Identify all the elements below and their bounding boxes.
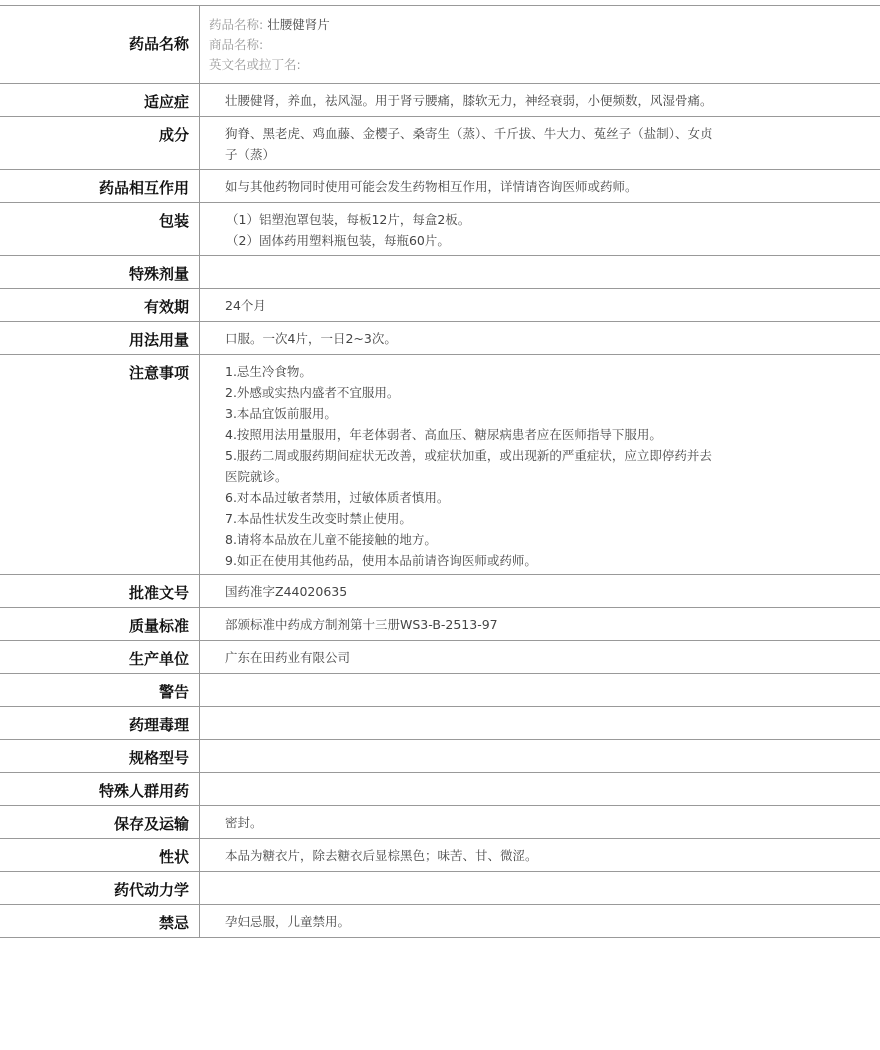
drug-name-line [209,15,880,35]
row-description [0,839,880,872]
packaging-line: （2）固体药用塑料瓶包装，每瓶60片。 [226,233,450,248]
row-value: 部颁标准中药成方制剂第十三册WS3-B-2513-97 [225,617,498,632]
row-value [200,707,880,739]
english-name-label: 英文名或拉丁名: [209,57,301,72]
row-label: 警告 [0,674,200,706]
trade-name-label: 商品名称: [209,37,264,52]
precaution-item: 1.忌生冷食物。 [225,364,312,379]
row-label: 禁忌 [0,905,200,937]
row-value: 国药准字Z44020635 [225,584,348,599]
packaging-line: （1）铝塑泡罩包装，每板12片，每盒2板。 [226,212,471,227]
row-value: 广东在田药业有限公司 [225,650,351,665]
row-label: 药代动力学 [0,872,200,904]
row-ingredients [0,117,880,170]
row-value [200,872,880,904]
row-standard [0,608,880,641]
row-value: 孕妇忌服，儿童禁用。 [225,914,351,929]
precaution-item: 4.按照用法用量服用，年老体弱者、高血压、糖尿病患者应在医师指导下服用。 [225,427,662,442]
row-value [200,773,880,805]
row-label: 包装 [0,203,200,255]
row-manufacturer [0,641,880,674]
row-value: 壮腰健肾，养血，祛风湿。用于肾亏腰痛，膝软无力，神经衰弱，小便频数，风湿骨痛。 [225,93,713,108]
row-label: 适应症 [0,84,200,116]
precaution-item: 6.对本品过敏者禁用，过敏体质者慎用。 [225,490,450,505]
row-label: 药品名称 [0,6,200,83]
row-label: 质量标准 [0,608,200,640]
precaution-item: 医院就诊。 [225,469,288,484]
row-label: 成分 [0,117,200,169]
row-value: 口服。一次4片，一日2~3次。 [225,331,397,346]
drug-name-value: 壮腰健肾片 [267,17,330,32]
row-label: 性状 [0,839,200,871]
row-label: 生产单位 [0,641,200,673]
row-validity [0,289,880,322]
row-usage [0,322,880,355]
precaution-item: 3.本品宜饭前服用。 [225,406,337,421]
ingredients-line: 子（蒸） [225,147,276,162]
row-label: 特殊人群用药 [0,773,200,805]
row-label: 特殊剂量 [0,256,200,288]
row-value: 密封。 [225,815,263,830]
row-storage [0,806,880,839]
row-warning [0,674,880,707]
ingredients-line: 狗脊、黑老虎、鸡血藤、金樱子、桑寄生（蒸）、千斤拔、牛大力、菟丝子（盐制）、女贞 [225,126,713,141]
row-specification [0,740,880,773]
precaution-item: 8.请将本品放在儿童不能接触的地方。 [225,532,437,547]
row-value [200,256,880,288]
row-special-groups [0,773,880,806]
precaution-item: 2.外感或实热内盛者不宜服用。 [225,385,400,400]
row-special-dosage [0,256,880,289]
row-label: 注意事项 [0,355,200,574]
row-value [200,674,880,706]
drug-name-label: 药品名称: [209,17,264,32]
row-label: 有效期 [0,289,200,321]
row-label: 规格型号 [0,740,200,772]
row-packaging [0,203,880,256]
row-drug-name [0,6,880,84]
row-label: 用法用量 [0,322,200,354]
row-pharmacology [0,707,880,740]
row-label: 批准文号 [0,575,200,607]
precaution-item: 5.服药二周或服药期间症状无改善，或症状加重，或出现新的严重症状，应立即停药并去 [225,448,712,463]
row-contraindications [0,905,880,938]
row-interactions [0,170,880,203]
row-value: 如与其他药物同时使用可能会发生药物相互作用，详情请咨询医师或药师。 [225,179,638,194]
row-label: 药理毒理 [0,707,200,739]
precaution-item: 7.本品性状发生改变时禁止使用。 [225,511,412,526]
row-pharmacokinetics [0,872,880,905]
row-value [200,740,880,772]
row-value [200,355,880,574]
row-value [0,203,880,255]
row-label: 药品相互作用 [0,170,200,202]
row-precautions [0,355,880,575]
row-indications [0,84,880,117]
row-value [200,6,880,83]
row-value [200,117,880,169]
precaution-item: 9.如正在使用其他药品，使用本品前请咨询医师或药师。 [225,553,537,568]
row-value: 本品为糖衣片，除去糖衣后显棕黑色；味苦、甘、微涩。 [225,848,538,863]
row-label: 保存及运输 [0,806,200,838]
drug-info-table [0,5,880,938]
row-value: 24个月 [225,298,266,313]
row-approval [0,575,880,608]
